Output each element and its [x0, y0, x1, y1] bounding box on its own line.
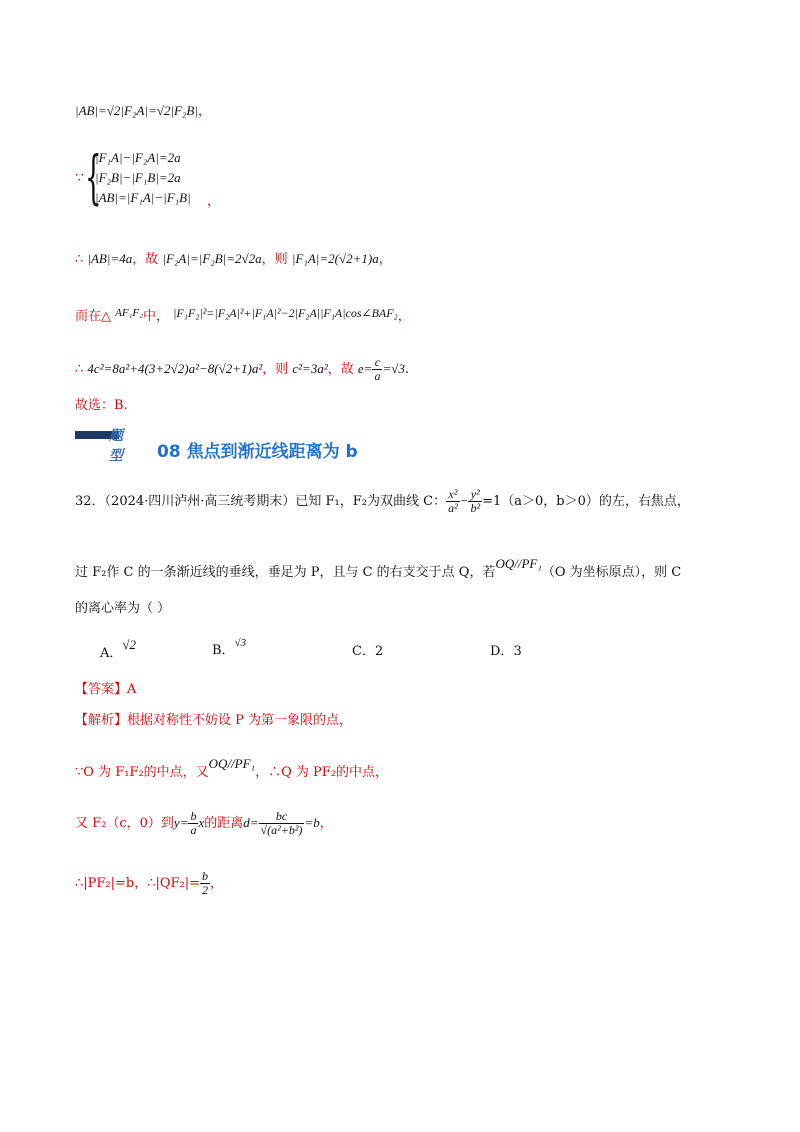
- option-value: √2: [122, 637, 137, 652]
- option-c: [352, 640, 383, 659]
- system-row-2: |F₂B|−|F₁B|=2a: [95, 170, 181, 185]
- text: 32．（2024·四川泸州·高三统考期末）已知 F₁，F₂为双曲线 C：: [75, 494, 447, 509]
- therefore-symbol: ∴: [75, 252, 84, 267]
- text: ，则: [261, 252, 288, 267]
- triangle-label: AF₁F₂: [115, 307, 143, 319]
- numerator: y²: [468, 488, 482, 502]
- option-value: √3: [234, 637, 247, 649]
- denominator: a²: [448, 501, 458, 515]
- minus-sign: −: [459, 493, 469, 508]
- text: 根据对称性不妨设 P 为第一象限的点，: [127, 713, 353, 728]
- denominator: b²: [470, 501, 481, 515]
- therefore-symbol: ∴: [75, 362, 84, 377]
- option-b: [212, 637, 246, 658]
- denominator: a: [190, 823, 197, 837]
- text: .: [404, 362, 409, 377]
- option-label: B．: [212, 643, 235, 658]
- option-label: A．: [100, 646, 123, 661]
- text: ，: [397, 309, 411, 324]
- parallel-condition: OQ//PF₁: [495, 556, 542, 571]
- punct: ，: [207, 194, 221, 209]
- because-symbol: ∵: [75, 170, 84, 186]
- punct: ，: [197, 104, 211, 119]
- solution-line-3: [75, 250, 392, 269]
- system-row-1: |F₁A|−|F₂A|=2a: [95, 150, 181, 165]
- text: ，∴Q 为 PF₂的中点，: [255, 765, 388, 780]
- analysis-line-4: [75, 870, 223, 897]
- option-d: [490, 640, 522, 659]
- equation: c²=3a²: [292, 361, 328, 376]
- fraction: [372, 356, 382, 383]
- analysis-line-2: [75, 755, 388, 782]
- text: ，故: [132, 252, 159, 267]
- text: 过 F₂作 C 的一条渐近线的垂线，垂足为 P，且与 C 的右支交于点 Q，若: [75, 565, 496, 580]
- equation-system: [75, 143, 275, 211]
- text: ，: [210, 876, 224, 891]
- analysis-line-3: [75, 810, 333, 837]
- denominator: √(a²+b²): [260, 823, 303, 837]
- equation: =√3: [382, 361, 405, 376]
- equation: =b: [304, 815, 320, 830]
- fraction: [468, 488, 482, 515]
- text: ∴|PF₂|=b，∴|QF₂|=: [75, 876, 201, 891]
- fraction: [259, 810, 305, 837]
- text: ，: [319, 816, 333, 831]
- left-brace: {: [85, 143, 102, 211]
- banner-label: 题型: [109, 428, 123, 464]
- equation: 4c²=8a²+4(3+2√2)a²−8(√2+1)a²: [87, 361, 263, 376]
- numerator: b: [190, 809, 197, 823]
- text: 又 F₂（c，0）到: [75, 816, 174, 831]
- equation: e=: [357, 361, 373, 376]
- equation: |AB|=4a: [87, 251, 133, 266]
- numerator: x²: [446, 488, 460, 502]
- equation-ab: |AB|=√2|F₂A|=√2|F₂B|: [75, 103, 198, 118]
- cosine-law-equation: |F₁F₂|²=|F₂A|²+|F₁A|²−2|F₂A||F₁A|cos∠BAF₂: [173, 306, 398, 320]
- solution-line-6: 故选：B.: [75, 398, 128, 413]
- option-label: C．: [352, 644, 375, 659]
- question-line-2: [75, 555, 681, 582]
- text: 而在△: [75, 309, 111, 324]
- text: ∵O 为 F₁F₂的中点，又: [75, 765, 209, 780]
- solution-line-4: [75, 304, 411, 326]
- text: ，: [378, 252, 392, 267]
- option-a: [100, 637, 136, 661]
- equation: |F₂A|=|F₂B|=2√2a: [162, 251, 262, 266]
- section-title: 08 焦点到渐近线距离为 b: [157, 442, 358, 462]
- parallel-condition: OQ//PF₁: [208, 756, 256, 771]
- text: 的距离: [204, 816, 244, 831]
- option-label: D．: [490, 644, 514, 659]
- text: ，则: [262, 362, 289, 377]
- denominator: a: [374, 369, 381, 383]
- numerator: c: [372, 356, 382, 370]
- equation: x: [198, 815, 205, 830]
- numerator: bc: [259, 810, 305, 824]
- text: 中，: [142, 309, 169, 324]
- text: ，故: [327, 362, 354, 377]
- option-value: 2: [374, 644, 384, 659]
- answer-label: 【答案】A: [75, 682, 137, 697]
- equation: y=: [173, 815, 189, 830]
- solution-line-1: [75, 102, 211, 121]
- question-type-banner: [75, 425, 135, 464]
- option-value: 3: [513, 644, 522, 659]
- equation: |F₁A|=2(√2+1)a: [291, 251, 379, 266]
- system-row-3: |AB|=|F₁A|−|F₁B|: [95, 190, 191, 205]
- text: =1（a＞0，b＞0）的左，右焦点，: [482, 494, 690, 509]
- analysis-line-1: [75, 712, 352, 730]
- fraction: [446, 488, 460, 515]
- denominator: 2: [202, 883, 209, 897]
- question-line-3: 的离心率为（ ）: [75, 601, 171, 616]
- analysis-label: 【解析】: [75, 713, 128, 728]
- fraction: [200, 870, 210, 897]
- text: （O 为坐标原点），则 C: [541, 565, 682, 580]
- equation: d=: [243, 815, 259, 830]
- question-line-1: [75, 488, 690, 515]
- fraction: [188, 810, 198, 837]
- solution-line-5: [75, 356, 409, 383]
- numerator: b: [202, 869, 209, 883]
